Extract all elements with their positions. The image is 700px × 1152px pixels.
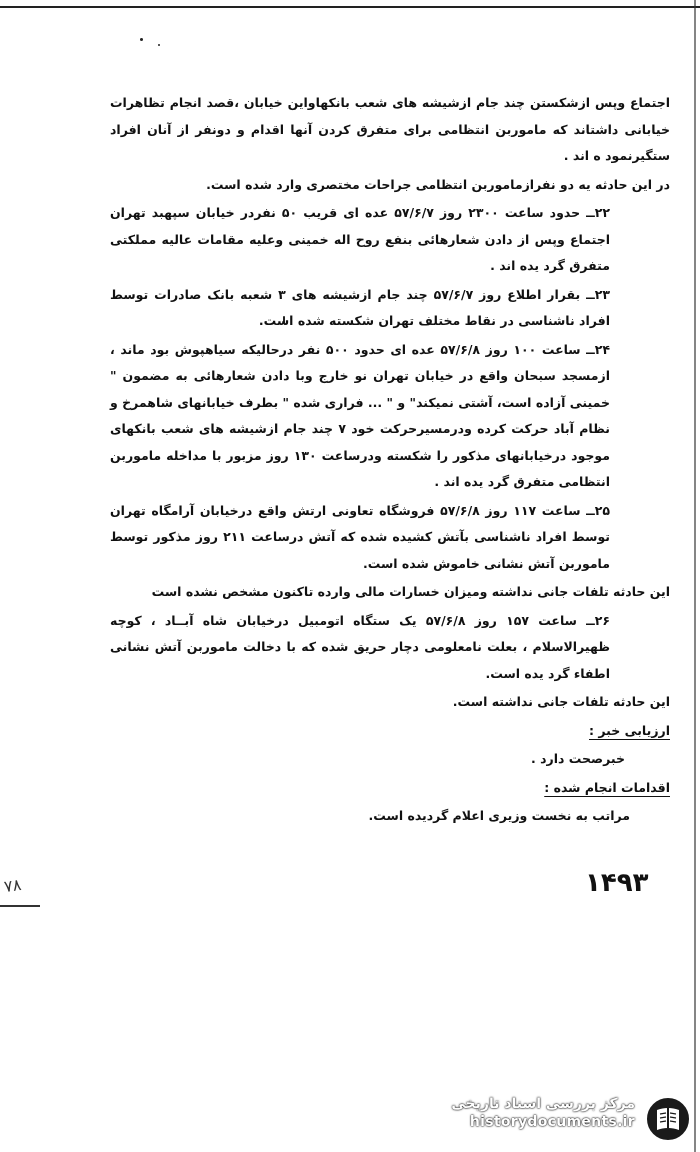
scan-right-edge [694,0,696,1152]
paragraph: ۲۴ــ ساعت ۱۰۰ روز ۵۷/۶/۸ عده ای حدود ۵۰۰ نفر درحالیکه سیاهپوش بود ماند ، ازمسجد سبحان واقع در خیابان تهران نو خارج وبا دادن شعارهائی به مضمون " خمینی آزاده است، آشتی نمیکند" و " ... فراری شده " بطرف خیابانهای شاهمرخ و نظام آباد حرکت کرده ودرمسیرحرکت خود ۷ چند جام ازشیشه های شعب بانکهای موجود درخیابانهای مذکور را شکسته ودرساعت ۱۳۰ روز مزبور با مداخله ماموربن انتظامی متفرق گرد یده اند . [110,341,610,489]
document-body [110,90,670,830]
scan-speck [140,38,143,41]
paragraph: اجتماع وپس ازشکستن چند جام ازشیشه های شعب بانکهاواین خیابان ،قصد انجام تظاهرات خیابانی داشتاند که ماموربن انتظامی برای متفرق کردن آنها اقدام و دونفر از آنان افراد ستگیرنمود ه اند . [110,95,670,163]
paragraph: ۲۲ــ حدود ساعت ۲۳۰۰ روز ۵۷/۶/۷ عده ای قریب ۵۰ نفردر خیابان سپهبد تهران اجتماع وپس از دادن شعارهائی بنفع روح اله خمینی وعلیه مقامات عالیه مملکتی متفرق گرد یده اند . [110,205,610,273]
paragraph: ۲۳ــ بقرار اطلاع روز ۵۷/۶/۷ چند جام ازشیشه های ۳ شعبه بانک صادرات توسط افراد ناشناسی در نقاط مختلف تهران شکسته شده است. [110,286,610,328]
scan-top-edge [0,6,700,8]
paragraph: در این حادثه یه دو نفرازماموربن انتظامی جراحات مختصری وارد شده است. [206,176,670,192]
watermark-name: مرکز بررسی اسناد تاریخی [451,1096,635,1112]
actions-label: اقدامات انجام شده : [544,779,670,795]
watermark [420,1090,695,1150]
scan-speck [158,44,160,46]
book-logo-icon [643,1094,693,1144]
paragraph: ۲۶ــ ساعت ۱۵۷ روز ۵۷/۶/۸ یک ستگاه اتومبیل درخیابان شاه آبــاد ، کوچه ظهیرالاسلام ، بعلت نامعلومی دچار حریق شده که با دخالت ماموربن آتش نشانی اطفاء گرد یده است. [110,612,610,681]
paragraph: ۲۵ــ ساعت ۱۱۷ روز ۵۷/۶/۸ فروشگاه تعاونی ارتش واقع درخیابان آرامگاه تهران توسط افراد ناشناسی بآتش کشیده شده که آتش درساعت ۲۱۱ روز مذکور توسط ماموربن آتش نشانی خاموش شده است. [110,502,610,571]
assessment-label: ارزیابی خبر : [589,722,670,738]
scan-left-mark [0,905,40,907]
margin-handwritten-note: ۷۸ [2,874,23,897]
page-number: ۱۴۹۳ [585,868,649,898]
watermark-url: historydocuments.ir [469,1114,635,1130]
paragraph: این حادثه تلفات جانی نداشته ومیزان خسارات مالی وارده تاکنون مشخص نشده است [151,584,670,599]
closing-statement: مراتب به نخست وزیری اعلام گردیده است. [368,808,630,823]
paragraph: این حادثه تلفات جانی نداشته است. [452,694,670,709]
assessment-value: خبرصحت دارد . [531,751,625,766]
